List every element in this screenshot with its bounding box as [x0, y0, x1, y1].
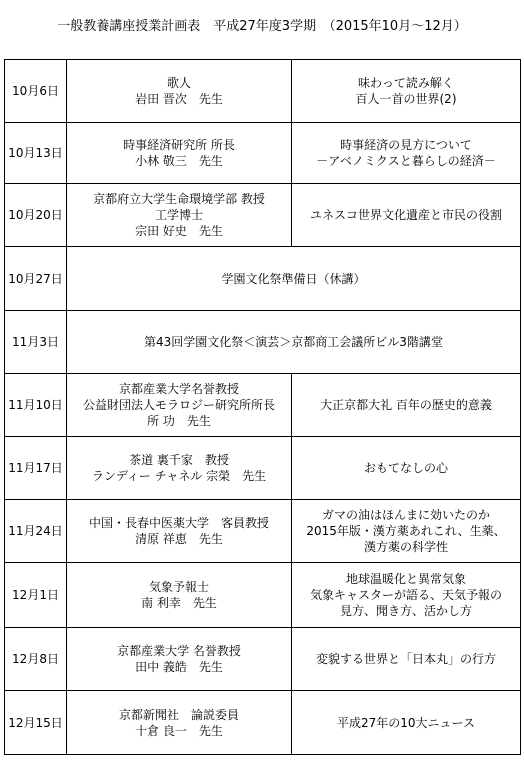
row-topic [292, 563, 521, 628]
row-lecturer [67, 563, 292, 628]
schedule-row [5, 60, 521, 123]
row-topic [292, 437, 521, 500]
row-date: 10月20日 [5, 184, 67, 247]
schedule-row [5, 311, 521, 374]
schedule-row [5, 563, 521, 628]
lecturer-line: 気象予報士 [148, 580, 209, 594]
topic-line: 百人一首の世界(2) [355, 92, 457, 106]
lecturer-line: 京都産業大学 名誉教授 [117, 644, 241, 658]
schedule-row [5, 437, 521, 500]
lecturer-line: 京都産業大学名誉教授 [118, 382, 239, 396]
topic-line: おもてなしの心 [363, 461, 448, 475]
lecturer-line: 清原 祥恵 先生 [135, 532, 223, 546]
topic-line: 味わって読み解く [358, 76, 454, 90]
row-topic [292, 691, 521, 755]
row-lecturer [67, 691, 292, 755]
schedule-row [5, 628, 521, 691]
schedule-table [4, 59, 521, 755]
lecturer-line: 公益財団法人モラロジー研究所所長 [82, 398, 275, 412]
row-topic [292, 123, 521, 184]
schedule-row [5, 691, 521, 755]
row-date: 11月10日 [5, 374, 67, 437]
schedule-row [5, 184, 521, 247]
lecturer-line: 京都府立大学生命環境学部 教授 [93, 192, 265, 206]
row-lecturer [67, 184, 292, 247]
topic-line: 漢方薬の科学性 [363, 540, 448, 554]
row-date: 11月17日 [5, 437, 67, 500]
row-date: 11月3日 [5, 311, 67, 374]
lecturer-line: 十倉 良一 先生 [135, 723, 223, 738]
row-date: 12月8日 [5, 628, 67, 691]
topic-line: 地球温暖化と異常気象 [345, 572, 466, 586]
row-lecturer [67, 437, 292, 500]
lecturer-line: 歌人 [166, 76, 191, 90]
lecturer-line: 小林 敬三 先生 [135, 154, 223, 168]
row-topic [292, 374, 521, 437]
topic-line: ガマの油はほんまに効いたのか [321, 508, 490, 522]
row-event: 学園文化祭準備日（休講） [67, 247, 521, 311]
row-date: 11月24日 [5, 500, 67, 563]
row-date: 12月15日 [5, 691, 67, 755]
row-topic [292, 500, 521, 563]
row-topic [292, 184, 521, 247]
schedule-row [5, 123, 521, 184]
row-topic [292, 60, 521, 123]
lecturer-line: 岩田 晋次 先生 [135, 92, 223, 106]
lecturer-line: 田中 義皓 先生 [135, 660, 223, 674]
lecturer-line: 南 利幸 先生 [141, 596, 217, 610]
topic-line: 気象キャスターが語る、天気予報の [309, 588, 502, 602]
row-lecturer [67, 60, 292, 123]
row-lecturer [67, 374, 292, 437]
lecturer-line: ランディー チャネル 宗榮 先生 [91, 469, 267, 483]
topic-line: －アベノミクスと暮らしの経済－ [316, 154, 496, 168]
lecturer-line: 宗田 好史 先生 [135, 224, 223, 238]
lecturer-line: 所 功 先生 [147, 414, 211, 428]
row-date: 12月1日 [5, 563, 67, 628]
topic-line: 変貌する世界と「日本丸」の行方 [315, 652, 496, 666]
row-lecturer [67, 123, 292, 184]
lecturer-line: 茶道 裏千家 教授 [129, 453, 229, 467]
topic-line: 時事経済の見方について [340, 138, 472, 152]
topic-line: 平成27年の10大ニュース [337, 715, 475, 730]
lecturer-line: 工学博士 [154, 208, 203, 222]
row-lecturer [67, 628, 292, 691]
lecturer-line: 時事経済研究所 所長 [123, 138, 235, 152]
row-date: 10月27日 [5, 247, 67, 311]
lecturer-line: 中国・長春中医薬大学 客員教授 [88, 516, 269, 530]
row-date: 10月13日 [5, 123, 67, 184]
lecturer-line: 京都新聞社 論説委員 [118, 707, 239, 722]
schedule-row [5, 374, 521, 437]
row-lecturer [67, 500, 292, 563]
topic-line: 見方、聞き方、活かし方 [339, 604, 472, 618]
topic-line: ユネスコ世界文化遺産と市民の役割 [309, 208, 502, 222]
page-title: 一般教養講座授業計画表 平成27年度3学期 （2015年10月〜12月） [57, 19, 467, 34]
topic-line: 2015年版・漢方薬あれこれ、生薬、 [306, 524, 506, 538]
schedule-row [5, 247, 521, 311]
schedule-body [5, 60, 521, 755]
schedule-row [5, 500, 521, 563]
topic-line: 大正京都大礼 百年の歴史的意義 [320, 398, 492, 412]
row-topic [292, 628, 521, 691]
row-event: 第43回学園文化祭＜演芸＞京都商工会議所ビル3階講堂 [67, 311, 521, 374]
row-date: 10月6日 [5, 60, 67, 123]
